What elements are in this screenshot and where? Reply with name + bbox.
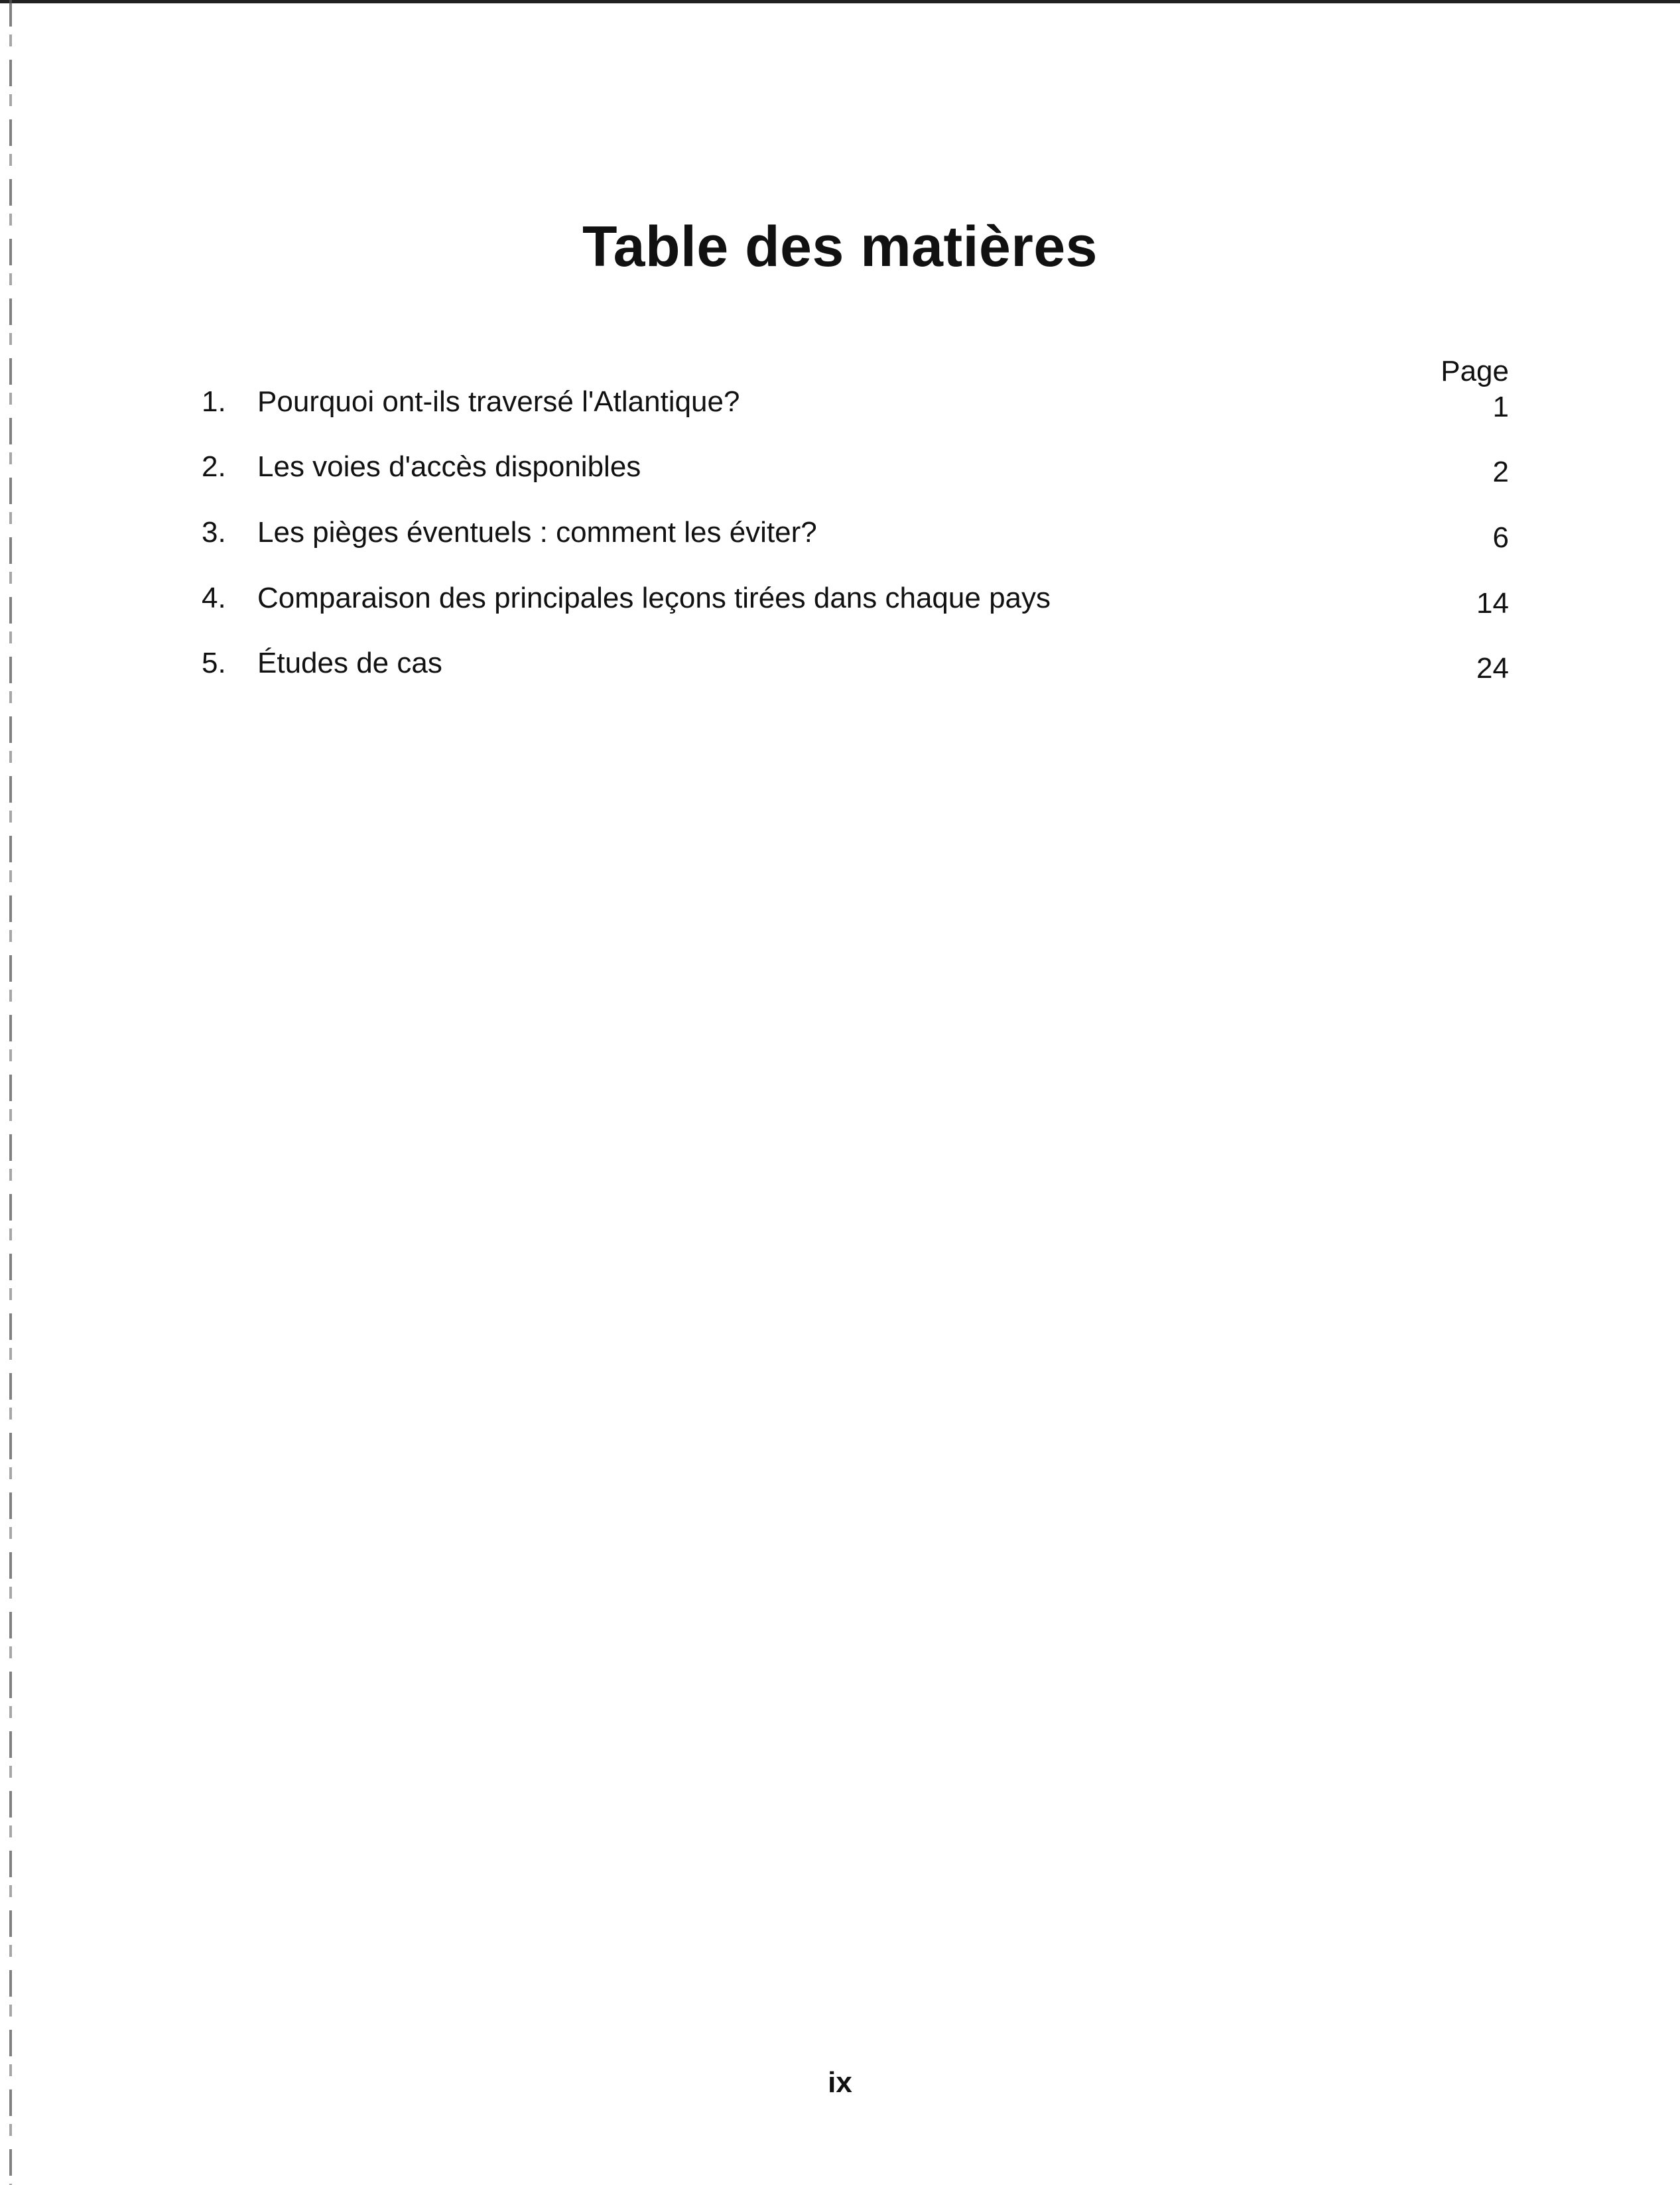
- toc-entry-number: 4.: [202, 582, 226, 614]
- toc-entry-label: Pourquoi ont-ils traversé l'Atlantique?: [257, 385, 740, 418]
- toc-entry-label: Les voies d'accès disponibles: [257, 450, 641, 483]
- toc-entry-label: Études de cas: [257, 647, 442, 679]
- toc-entry-number: 3.: [202, 516, 226, 549]
- toc-entry-page: 24: [1476, 652, 1509, 685]
- toc-entry-number: 2.: [202, 450, 226, 483]
- toc-entry-4: [0, 578, 1680, 618]
- scan-left-edge: [9, 0, 12, 2185]
- toc-entry-page: 2: [1492, 456, 1509, 488]
- toc-entry-label: Les pièges éventuels : comment les éviter?: [257, 516, 817, 549]
- toc-entry-2: [0, 447, 1680, 487]
- toc-entry-number: 1.: [202, 385, 226, 418]
- page-column-header: Page: [1441, 355, 1509, 387]
- toc-entry-number: 5.: [202, 647, 226, 679]
- toc-entry-page: 14: [1476, 587, 1509, 620]
- toc-entry-5: [0, 643, 1680, 683]
- toc-entry-label: Comparaison des principales leçons tirées dans chaque pays: [257, 582, 1051, 614]
- toc-entry-page: 1: [1492, 391, 1509, 423]
- page-title: Table des matières: [582, 215, 1098, 279]
- page-folio: ix: [828, 2066, 852, 2099]
- scan-top-edge: [0, 0, 1680, 3]
- toc-entry-3: [0, 513, 1680, 553]
- toc-entry-1: [0, 382, 1680, 422]
- toc-entry-page: 6: [1492, 521, 1509, 554]
